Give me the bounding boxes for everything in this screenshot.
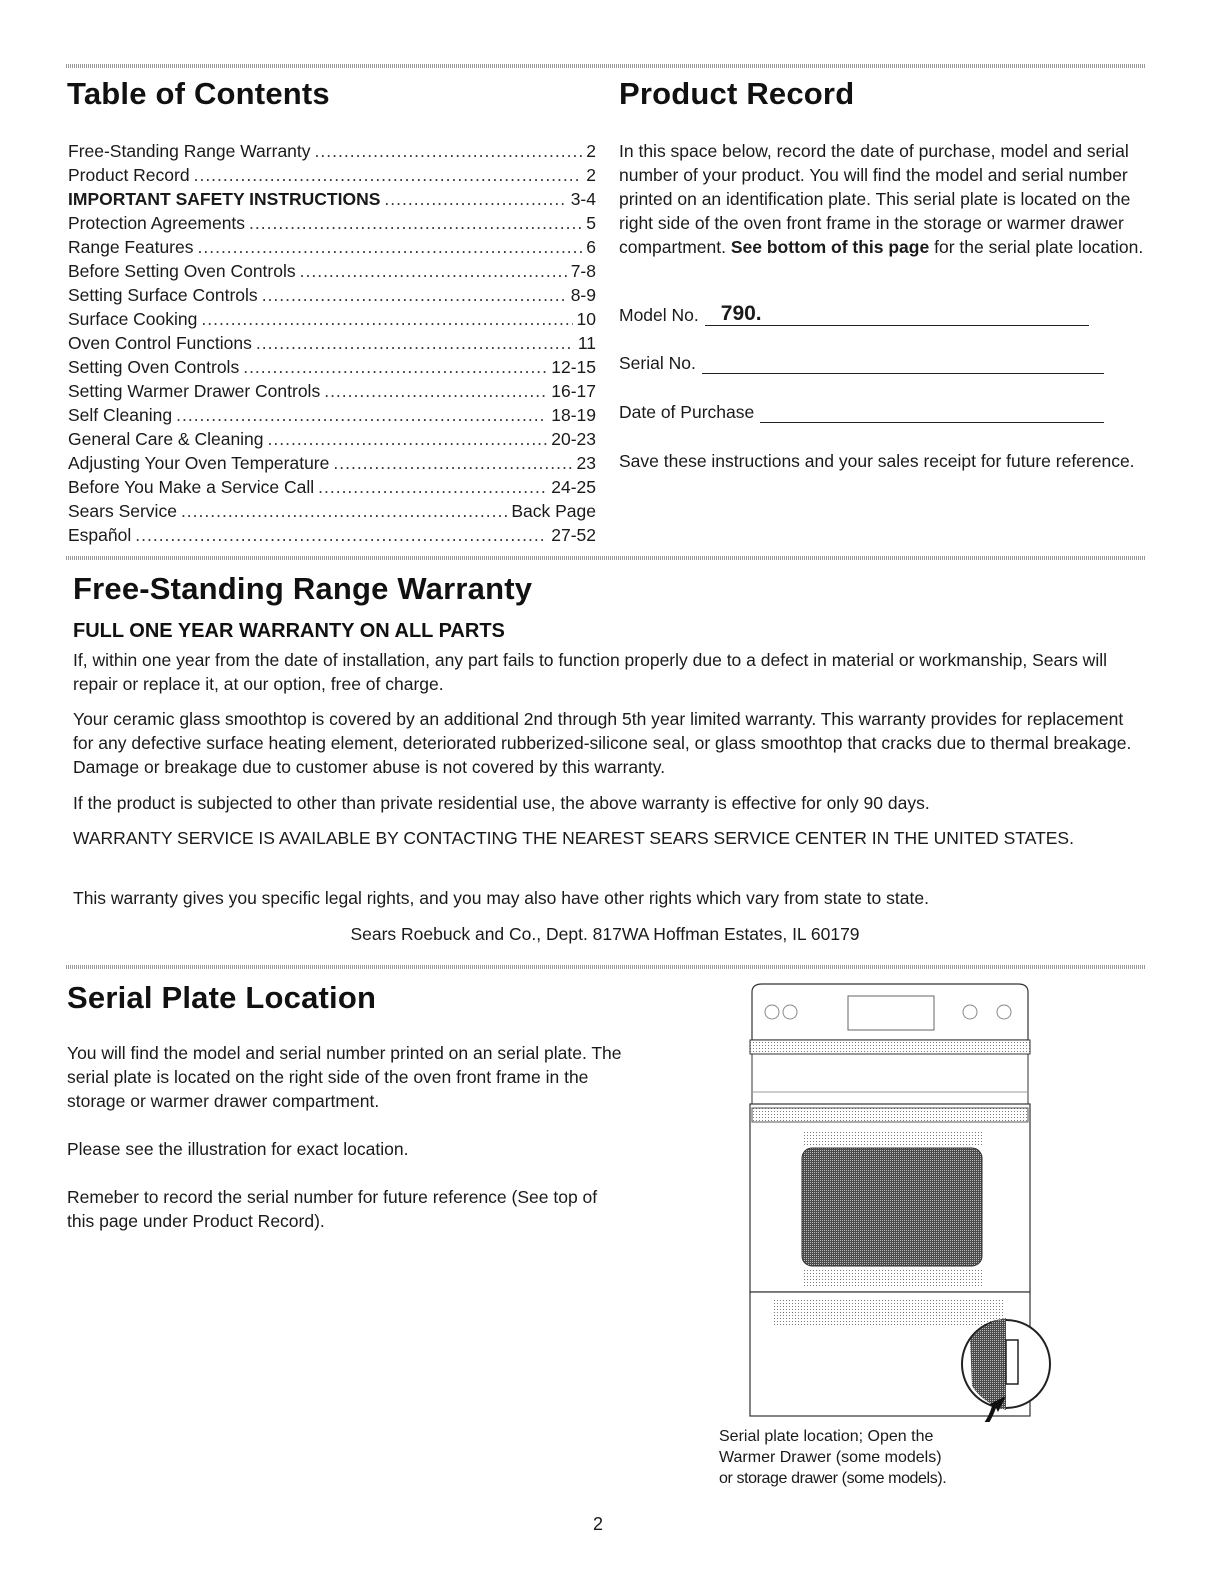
cooktop-front [752,1054,1028,1104]
toc-leader [201,307,572,331]
toc-entry-title: Setting Warmer Drawer Controls [68,381,321,401]
toc-entry-title: Setting Surface Controls [68,285,258,305]
section-divider [66,965,1146,969]
toc-entry-page: 5 [586,213,596,233]
toc-leader [300,259,567,283]
toc-entry-title: Oven Control Functions [68,333,252,353]
serial-number-line[interactable] [702,351,1104,374]
warranty-paragraph: If the product is subjected to other than private residential use, the above warranty is effective for only 90 days. [73,793,930,813]
toc-entry-page: 7-8 [570,261,596,281]
warmer-drawer-handle [774,1300,1004,1326]
serial-plate-paragraph: Remeber to record the serial number for future reference (See top of this page under Product Record). [67,1187,598,1231]
serial-number-label: Serial No. [619,353,696,373]
illustration-caption [719,1426,979,1489]
toc-entry[interactable] [68,499,596,523]
model-number-label: Model No. [619,305,699,325]
toc-entry-page: 12-15 [551,357,596,377]
toc-leader [268,427,548,451]
toc-entry-title: Setting Oven Controls [68,357,240,377]
product-record-intro-tail: for the serial plate location. [934,237,1144,257]
warranty-paragraph: This warranty gives you specific legal rights, and you may also have other rights which vary from state to state. [73,888,929,908]
warranty-paragraph: If, within one year from the date of installation, any part fails to function properly due to a defect in material or workmanship, Sears will repair or replace it, at our option, free of charge. [73,650,1107,694]
toc-entry[interactable] [68,355,596,379]
toc-entry-page: 6 [586,237,596,257]
warranty-title: Free-Standing Range Warranty [73,571,533,606]
toc-leader [181,499,507,523]
serial-number-value [702,350,718,373]
toc-entry-page: 3-4 [570,189,596,209]
top-divider [66,64,1146,68]
serial-plate-paragraph: You will find the model and serial number printed on an serial plate. The serial plate is located on the right side of the oven front frame in the storage or warmer drawer compartment. [67,1043,622,1111]
toc-entry-title: Before Setting Oven Controls [68,261,296,281]
toc-entry-page: 24-25 [551,477,596,497]
product-record-intro-bold: See bottom of this page [730,237,930,257]
model-number-field[interactable] [619,303,1089,326]
toc-entry[interactable] [68,475,596,499]
toc-entry[interactable] [68,523,596,547]
purchase-date-field[interactable] [619,400,1104,423]
toc-entry-title: Free-Standing Range Warranty [68,141,311,161]
section-divider [66,556,1146,560]
product-record-intro [619,139,1149,259]
page-number: 2 [592,1514,603,1534]
toc-leader [262,283,567,307]
toc-entry[interactable] [68,427,596,451]
toc-entry[interactable] [68,307,596,331]
toc-entry-page: 2 [586,141,596,161]
toc-entry[interactable] [68,163,596,187]
toc-leader [194,163,583,187]
caption-line: Warmer Drawer (some models) [719,1449,942,1466]
toc-leader [135,523,547,547]
warranty-address: Sears Roebuck and Co., Dept. 817WA Hoffman Estates, IL 60179 [350,924,860,944]
toc-entry-page: 10 [576,309,596,329]
toc-entry-title: IMPORTANT SAFETY INSTRUCTIONS [68,189,381,209]
cooktop-edge [750,1040,1030,1054]
toc-entry-title: General Care & Cleaning [68,429,264,449]
control-display [848,996,934,1030]
serial-number-field[interactable] [619,351,1104,374]
oven-handle [752,1108,1028,1122]
toc-entry-title: Surface Cooking [68,309,198,329]
toc-entry-title: Adjusting Your Oven Temperature [68,453,330,473]
warranty-subtitle: FULL ONE YEAR WARRANTY ON ALL PARTS [73,620,505,642]
toc-leader [384,187,566,211]
toc-entry-page: 20-23 [551,429,596,449]
toc-leader [243,355,547,379]
toc-leader [249,211,582,235]
oven-window-glow [804,1130,984,1146]
toc-leader [324,379,547,403]
toc-entry[interactable] [68,283,596,307]
toc-entry[interactable] [68,211,596,235]
toc-entry-title: Sears Service [68,501,177,521]
toc-entry[interactable] [68,451,596,475]
toc-leader [318,475,547,499]
serial-plate-title: Serial Plate Location [67,980,377,1015]
serial-plate-paragraph: Please see the illustration for exact location. [67,1139,409,1159]
toc-entry-page: 2 [586,165,596,185]
caption-line: Serial plate location; Open the [719,1428,934,1445]
toc-entry-title: Product Record [68,165,190,185]
toc-entry[interactable] [68,235,596,259]
toc-entry[interactable] [68,331,596,355]
oven-window-lower-glow [804,1268,984,1288]
serial-plate [1006,1340,1018,1384]
toc-leader [198,235,583,259]
toc-leader [176,403,547,427]
purchase-date-label: Date of Purchase [619,402,755,422]
toc-entry-page: Back Page [511,501,596,521]
toc-list [68,139,596,547]
toc-entry-title: Before You Make a Service Call [68,477,315,497]
toc-entry-page: 11 [577,333,596,353]
toc-entry-page: 23 [576,453,596,473]
caption-line: or storage drawer (some models). [719,1470,947,1487]
toc-entry-title: Self Cleaning [68,405,173,425]
toc-entry-page: 8-9 [570,285,596,305]
warranty-service-note: WARRANTY SERVICE IS AVAILABLE BY CONTACTING THE NEAREST SEARS SERVICE CENTER IN THE UNITED STATES. [73,828,1074,848]
product-record-intro-text: In this space below, record the date of purchase, model and serial number of your product. You will find the model and serial number printed on an identification plate. This serial plate is located on the right side of the oven front frame in the storage or warmer drawer compartment. [619,141,1131,257]
purchase-date-line[interactable] [760,400,1104,423]
toc-entry[interactable] [68,187,596,211]
oven-window [802,1148,982,1266]
toc-entry[interactable] [68,379,596,403]
product-record-title: Product Record [619,76,855,111]
save-instructions-note: Save these instructions and your sales receipt for future reference. [619,451,1135,471]
toc-entry-page: 16-17 [551,381,596,401]
toc-entry[interactable] [68,403,596,427]
toc-entry-title: Español [68,525,132,545]
toc-entry[interactable] [68,139,596,163]
toc-title: Table of Contents [67,76,330,111]
warranty-paragraph: Your ceramic glass smoothtop is covered by an additional 2nd through 5th year limited warranty. This warranty provides for replacement for any defective surface heating element, deteriorated rubberized-silicone seal, or glass smoothtop that cracks due to thermal breakage. Damage or breakage due to customer abuse is not covered by this warranty. [73,709,1132,777]
toc-leader [256,331,574,355]
toc-entry-page: 27-52 [551,525,596,545]
purchase-date-value [760,399,776,422]
model-number-value: 790. [720,302,762,325]
toc-leader [333,451,572,475]
toc-entry-title: Protection Agreements [68,213,246,233]
range-illustration [744,982,1064,1422]
model-number-line[interactable] [705,303,1089,326]
toc-entry[interactable] [68,259,596,283]
toc-entry-title: Range Features [68,237,194,257]
toc-entry-page: 18-19 [551,405,596,425]
toc-leader [315,139,583,163]
